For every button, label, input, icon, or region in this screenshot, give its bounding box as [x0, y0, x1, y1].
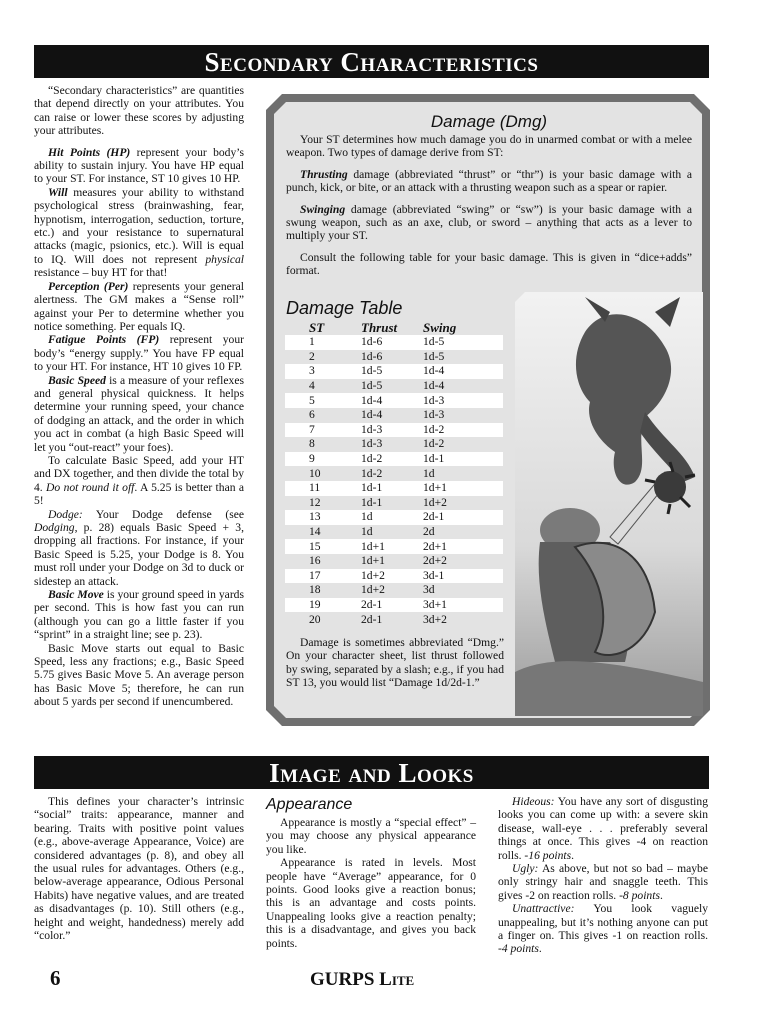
footer-title: GURPS Lite [310, 969, 415, 990]
cell-thrust: 1d [361, 525, 423, 540]
table-row [285, 598, 503, 613]
cell-st: 6 [285, 408, 361, 423]
table-row [285, 393, 503, 408]
consult-paragraph: Consult the following table for your basic damage. This is given in “dice+adds” format. [286, 250, 692, 278]
page-number: 6 [50, 966, 61, 990]
cell-swing: 1d-1 [423, 452, 503, 467]
damage-footnote-text: Damage is sometimes abbreviated “Dmg.” On your character sheet, list thrust followed by swing, separated by a slash; e.g., if you had ST 13, you would list “Damage 1d/2d-1.” [286, 636, 504, 690]
cell-swing: 1d-3 [423, 393, 503, 408]
cell-thrust: 1d+1 [361, 539, 423, 554]
cell-swing: 3d [423, 583, 503, 598]
table-row [285, 423, 503, 438]
cell-swing: 3d+1 [423, 598, 503, 613]
intro-paragraph: “Secondary characteristics” are quantities that depend directly on your attributes. You can raise or lower these scores by adjusting your attributes. [34, 84, 244, 138]
cell-st: 15 [285, 539, 361, 554]
cell-st: 8 [285, 437, 361, 452]
cell-swing: 1d-5 [423, 350, 503, 365]
col-header-swing: Swing [423, 319, 457, 335]
table-row [285, 583, 503, 598]
cell-thrust: 1d-6 [361, 335, 423, 350]
table-row [285, 481, 503, 496]
cell-swing: 1d+2 [423, 496, 503, 511]
table-row [285, 466, 503, 481]
looks-column-3 [498, 795, 708, 956]
cell-swing: 1d-3 [423, 408, 503, 423]
cell-st: 10 [285, 466, 361, 481]
col-header-thrust: Thrust [361, 319, 398, 335]
cell-swing: 1d-4 [423, 364, 503, 379]
cell-st: 17 [285, 569, 361, 584]
table-row [285, 379, 503, 394]
cell-st: 18 [285, 583, 361, 598]
cell-st: 12 [285, 496, 361, 511]
thrusting-paragraph: Thrusting damage (abbreviated “thrust” or “thr”) is your basic damage with a punch, kick, or bite, or an attack with a thrusting weapon such as a spear or rapier. [286, 167, 692, 195]
cell-thrust: 1d-4 [361, 393, 423, 408]
damage-intro: Your ST determines how much damage you do in unarmed combat or with a melee weapon. Two types of damage derive from ST: [286, 133, 692, 160]
perception-paragraph: Perception (Per) represents your general alertness. The GM makes a “Sense roll” against your Per to determine whether you notice something. Per equals IQ. [34, 279, 244, 333]
cell-st: 19 [285, 598, 361, 613]
table-row [285, 496, 503, 511]
appearance-paragraph-2: Appearance is rated in levels. Most people have “Average” appearance, for 0 points. Good looks give a reaction bonus; this is an advantage and costs points. Unappealing looks give a reaction penalty; this is a disadvantage, and gives you back points. [266, 856, 476, 950]
cell-thrust: 2d-1 [361, 612, 423, 627]
damage-sidebar-text [286, 112, 692, 278]
cell-thrust: 1d-5 [361, 364, 423, 379]
damage-footnote [286, 636, 504, 690]
cell-st: 13 [285, 510, 361, 525]
cell-st: 20 [285, 612, 361, 627]
appearance-paragraph-1: Appearance is mostly a “special effect” – you may choose any physical appearance you like. [266, 816, 476, 856]
table-row [285, 554, 503, 569]
table-row [285, 539, 503, 554]
basic-move-2-paragraph: Basic Move starts out equal to Basic Speed, less any fractions; e.g., Basic Speed 5.75 gives Basic Move 5. An average person has Basic Move 5; therefore, he can run about 5 yards per second if unencumbered. [34, 641, 244, 709]
hideous-paragraph: Hideous: You have any sort of disgusting looks you can come up with: a severe skin disease, wall-eye . . . preferably several things at once. This gives -4 on reaction rolls. -16 points. [498, 795, 708, 862]
table-row [285, 612, 503, 627]
table-row [285, 364, 503, 379]
cell-swing: 1d-2 [423, 437, 503, 452]
table-row [285, 335, 503, 350]
cell-st: 3 [285, 364, 361, 379]
cell-swing: 3d-1 [423, 569, 503, 584]
cell-swing: 1d-4 [423, 379, 503, 394]
cell-thrust: 1d-4 [361, 408, 423, 423]
cell-thrust: 1d-3 [361, 423, 423, 438]
cell-thrust: 1d-3 [361, 437, 423, 452]
cell-thrust: 1d-6 [361, 350, 423, 365]
damage-title: Damage (Dmg) [430, 112, 548, 131]
unattractive-paragraph: Unattractive: You look vaguely unappealing, but it’s nothing anyone can put a finger on. This gives -1 on reaction rolls. -4 points. [498, 902, 708, 956]
basic-speed-paragraph: Basic Speed is a measure of your reflexes and general physical quickness. It helps determine your running speed, your chance of dodging an attack, and the order in which you act in combat (a high Basic Speed will let you “out-react” your foes). [34, 373, 244, 454]
cell-st: 2 [285, 350, 361, 365]
cell-swing: 2d [423, 525, 503, 540]
col-header-st: ST [309, 319, 325, 335]
cell-st: 4 [285, 379, 361, 394]
cell-thrust: 1d-5 [361, 379, 423, 394]
cell-thrust: 1d+2 [361, 569, 423, 584]
cell-swing: 1d [423, 466, 503, 481]
cell-thrust: 1d+1 [361, 554, 423, 569]
table-header-row [285, 320, 503, 335]
calc-speed-paragraph: To calculate Basic Speed, add your HT and DX together, and then divide the total by 4. Do not round it off. A 5.25 is better than a 5! [34, 453, 245, 508]
cell-swing: 1d-2 [423, 423, 503, 438]
cell-st: 5 [285, 393, 361, 408]
looks-column-1 [34, 795, 244, 942]
will-paragraph: Will measures your ability to withstand psychological stress (brainwashing, fear, hypnotism, interrogation, seduction, torture, etc.) and your resistance to supernatural attacks (magic, psionics, etc.). Will is equal to IQ. Will does not represent physical resistance – buy HT for that! [34, 185, 244, 280]
fatigue-paragraph: Fatigue Points (FP) represent your body’s “energy supply.” You have FP equal to your HT. For instance, HT 10 gives 10 FP. [34, 333, 244, 374]
cell-st: 11 [285, 481, 361, 496]
cell-thrust: 1d [361, 510, 423, 525]
table-row [285, 408, 503, 423]
damage-table-body [285, 335, 503, 627]
basic-move-paragraph: Basic Move is your ground speed in yards per second. This is how fast you can run (although you can go a little faster if you “sprint” in a straight line; see p. 23). [34, 588, 244, 642]
cell-st: 1 [285, 335, 361, 350]
cell-st: 16 [285, 554, 361, 569]
table-row [285, 452, 503, 467]
appearance-heading: Appearance [266, 796, 353, 813]
cell-st: 7 [285, 423, 361, 438]
table-row [285, 437, 503, 452]
looks-column-2 [266, 795, 476, 950]
damage-table [285, 320, 503, 627]
damage-table-title: Damage Table [286, 298, 403, 318]
cell-swing: 3d+2 [423, 612, 503, 627]
cell-swing: 2d-1 [423, 510, 503, 525]
cell-swing: 2d+1 [423, 539, 503, 554]
cell-swing: 1d-5 [423, 335, 503, 350]
looks-intro-paragraph: This defines your character’s intrinsic “social” traits: appearance, manner and bearing. Traits with positive point values (e.g., above-average Appearance, Voice) are considered advantages (p. 8), and obey all the usual rules for advantages. Others (e.g., below-average appearance, Odious Personal Habits) have negative values, and are treated as disadvantages (p. 10). Still others (e.g., height and weight, handedness) merely add “color.” [34, 795, 244, 943]
cell-thrust: 1d-1 [361, 481, 423, 496]
cell-thrust: 1d-2 [361, 452, 423, 467]
cell-st: 14 [285, 525, 361, 540]
section-header-secondary-characteristics: Secondary Characteristics [34, 45, 709, 78]
cell-thrust: 1d-2 [361, 466, 423, 481]
combat-illustration [515, 292, 703, 716]
dodge-paragraph: Dodge: Your Dodge defense (see Dodging, p. 28) equals Basic Speed + 3, dropping all fractions. For instance, if your Basic Speed is 5.25, your Dodge is 8. You must roll under your Dodge on 3d to duck or sidestep an attack. [34, 507, 244, 588]
cell-thrust: 2d-1 [361, 598, 423, 613]
table-row [285, 569, 503, 584]
section-header-image-and-looks: Image and Looks [34, 756, 709, 789]
hit-points-paragraph: Hit Points (HP) represent your body’s ability to sustain injury. You have HP equal to your ST. For instance, ST 10 gives 10 HP. [34, 145, 245, 186]
left-column [34, 84, 244, 709]
table-row [285, 525, 503, 540]
table-row [285, 350, 503, 365]
cell-swing: 1d+1 [423, 481, 503, 496]
swinging-paragraph: Swinging damage (abbreviated “swing” or “sw”) is your basic damage with a swung weapon, such as an axe, club, or sword – anything that acts as a lever to multiply your ST. [286, 202, 692, 243]
cell-swing: 2d+2 [423, 554, 503, 569]
ugly-paragraph: Ugly: As above, but not so bad – maybe only stringy hair and snaggle teeth. This gives -2 on reaction rolls. -8 points. [498, 862, 708, 902]
table-row [285, 510, 503, 525]
cell-thrust: 1d-1 [361, 496, 423, 511]
cell-st: 9 [285, 452, 361, 467]
cell-thrust: 1d+2 [361, 583, 423, 598]
